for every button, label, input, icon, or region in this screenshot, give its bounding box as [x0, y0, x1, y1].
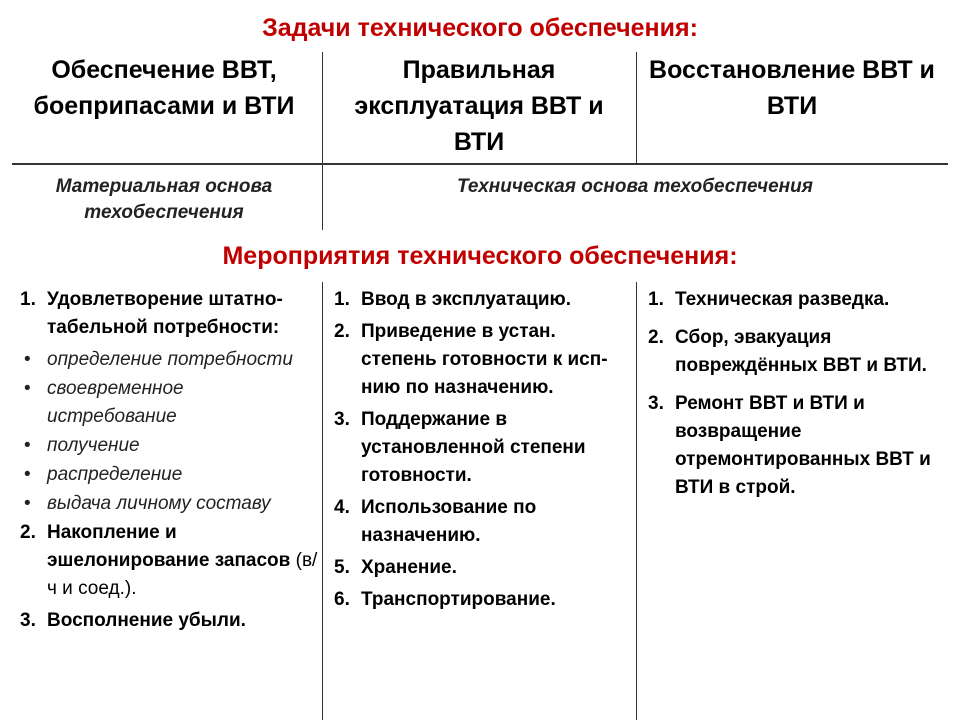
measures-column-supply: [20, 286, 318, 639]
material-basis: Материальная основа техобеспечения: [55, 176, 273, 223]
item-number: 3.: [648, 393, 664, 414]
item-number: 5.: [334, 557, 350, 578]
list-item: [20, 607, 318, 635]
sub-item-text: своевременное истребование: [47, 378, 184, 427]
bullet-icon: •: [24, 464, 31, 485]
task-supply: Обеспечение ВВТ, боеприпасами и ВТИ: [33, 56, 295, 120]
list-item: [334, 586, 628, 614]
item-number: 3.: [334, 409, 350, 430]
item-text: Ремонт ВВТ и ВТИ и возвращение отремонтированных ВВТ и ВТИ в строй.: [675, 393, 931, 498]
item-text: Поддержание в установленной степени готовности.: [361, 409, 586, 486]
item-number: 1.: [648, 289, 664, 310]
sub-item-text: распределение: [47, 464, 183, 485]
bullet-icon: •: [24, 493, 31, 514]
sub-list-item: [20, 346, 318, 374]
divider-measures-2: [636, 282, 637, 720]
list-item: [648, 286, 942, 314]
item-number: 4.: [334, 497, 350, 518]
sub-item-text: выдача личному составу: [47, 493, 271, 514]
measures-column-restoration: [648, 286, 942, 506]
divider-task-1: [322, 52, 323, 230]
divider-measures-1: [322, 282, 323, 720]
item-text: Восполнение убыли.: [47, 610, 246, 631]
sub-item-text: определение потребности: [47, 349, 293, 370]
list-item: [20, 519, 318, 603]
item-number: 6.: [334, 589, 350, 610]
divider-task-2: [636, 52, 637, 164]
item-text: Приведение в устан. степень готовности к исп-нию по назначению.: [361, 321, 608, 398]
list-item: [334, 406, 628, 490]
sub-list-item: [20, 490, 318, 518]
sub-item-text: получение: [47, 435, 140, 456]
item-text: Сбор, эвакуация повреждённых ВВТ и ВТИ.: [675, 327, 927, 376]
item-text: Использование по назначению.: [361, 497, 537, 546]
list-item: [20, 286, 318, 342]
item-text: Транспортирование.: [361, 589, 556, 610]
item-number: 1.: [20, 289, 36, 310]
sub-list-item: [20, 461, 318, 489]
task-operation: Правильная эксплуатация ВВТ и ВТИ: [354, 56, 604, 156]
bullet-icon: •: [24, 378, 31, 399]
list-item: [334, 318, 628, 402]
tasks-title: Задачи технического обеспечения:: [262, 14, 698, 42]
measures-title: Мероприятия технического обеспечения:: [222, 242, 738, 270]
item-number: 3.: [20, 610, 36, 631]
sub-list-item: [20, 432, 318, 460]
item-number: 2.: [20, 522, 36, 543]
bullet-icon: •: [24, 435, 31, 456]
item-text: Техническая разведка.: [675, 289, 890, 310]
item-suffix: (в/ч и соед.).: [47, 550, 318, 599]
technical-basis: Техническая основа техобеспечения: [457, 176, 813, 197]
measures-column-operation: [334, 286, 628, 618]
list-item: [334, 286, 628, 314]
list-item: [648, 390, 942, 502]
item-text: Удовлетворение штатно-табельной потребности:: [47, 289, 283, 338]
sub-list-item: [20, 375, 318, 431]
item-number: 1.: [334, 289, 350, 310]
item-text-wrap: [47, 519, 318, 603]
list-item: [334, 494, 628, 550]
list-item: [334, 554, 628, 582]
item-text: Хранение.: [361, 557, 457, 578]
item-text: Накопление и эшелонирование запасов: [47, 522, 291, 571]
item-number: 2.: [334, 321, 350, 342]
item-number: 2.: [648, 327, 664, 348]
bullet-icon: •: [24, 349, 31, 370]
divider-horizontal: [12, 163, 948, 165]
list-item: [648, 324, 942, 380]
item-text: Ввод в эксплуатацию.: [361, 289, 572, 310]
task-restoration: Восстановление ВВТ и ВТИ: [649, 56, 935, 120]
